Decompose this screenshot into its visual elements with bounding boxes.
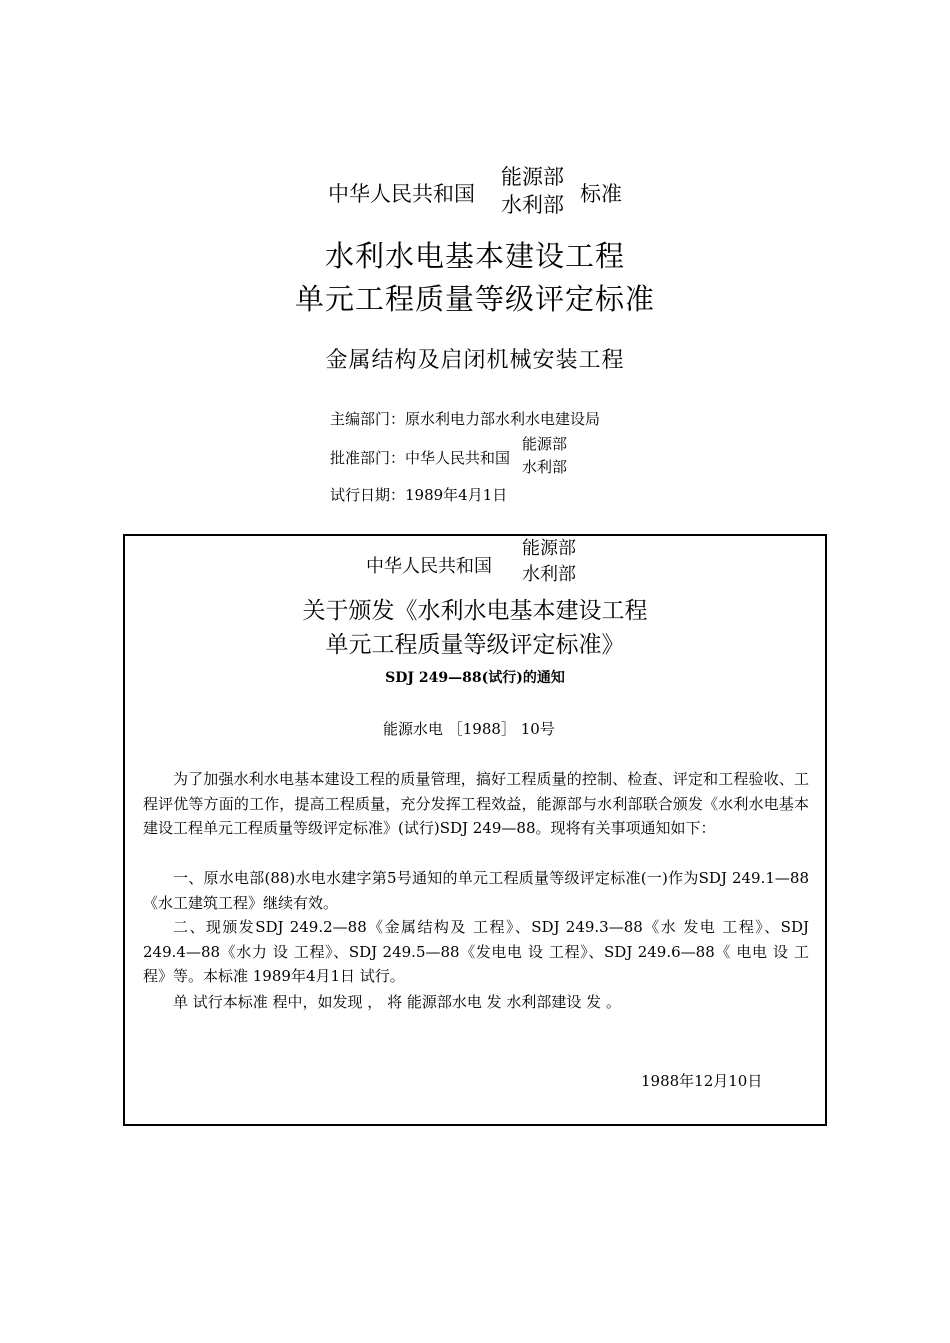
notice-title-line3: SDJ 249—88(试行)的通知 bbox=[385, 670, 565, 686]
approver-ministries bbox=[522, 433, 567, 479]
notice-date: 1988年12月10日 bbox=[641, 1072, 763, 1090]
trial-date: 试行日期：1989年4月1日 bbox=[330, 486, 508, 504]
notice-paragraph: 二、现颁发SDJ 249.2—88《金属结构及 工程》、SDJ 249.3—88《水 发电 工程》、SDJ 249.4—88《水力 设 工程》、SDJ 249.5—88《发电电 设 工程》、SDJ 249.6—88《 电电 设 工程》等。本标准 1989年4月1日 试行。 bbox=[143, 918, 809, 986]
approver-ministry-water: 水利部 bbox=[522, 458, 568, 476]
doc-number: 能源水电 ［1988］ 10号 bbox=[383, 720, 555, 738]
header-ministries bbox=[501, 163, 564, 219]
editor-dept: 主编部门：原水利电力部水利水电建设局 bbox=[330, 410, 601, 428]
main-title-line1: 水利水电基本建设工程 bbox=[324, 239, 625, 273]
notice-ministry-water: 水利部 bbox=[522, 564, 576, 585]
header-ministry-water: 水利部 bbox=[501, 193, 564, 217]
header-country: 中华人民共和国 bbox=[328, 182, 475, 206]
notice-title-line1: 关于颁发《水利水电基本建设工程 bbox=[302, 598, 648, 624]
notice-paragraph: 为了加强水利水电基本建设工程的质量管理，搞好工程质量的控制、检查、评定和工程验收、工程评优等方面的工作，提高工程质量，充分发挥工程效益，能源部与水利部联合颁发《水利水电基本建设工程单元工程质量等级评定标准》(试行)SDJ 249—88。现将有关事项通知如下： bbox=[143, 770, 809, 838]
notice-country: 中华人民共和国 bbox=[366, 556, 492, 577]
subtitle: 金属结构及启闭机械安装工程 bbox=[325, 348, 625, 373]
approver-dept: 批准部门：中华人民共和国 bbox=[330, 449, 511, 467]
main-title-line2: 单元工程质量等级评定标准 bbox=[294, 282, 655, 316]
approver-ministry-energy: 能源部 bbox=[522, 435, 568, 453]
notice-ministries bbox=[522, 536, 576, 588]
notice-paragraph: 一、原水电部(88)水电水建字第5号通知的单元工程质量等级评定标准(一)作为SDJ 249.1—88《水工建筑工程》继续有效。 bbox=[143, 869, 809, 912]
header-suffix: 标准 bbox=[580, 182, 622, 206]
notice-title-line2: 单元工程质量等级评定标准》 bbox=[325, 632, 625, 658]
header-ministry-energy: 能源部 bbox=[501, 165, 564, 189]
notice-paragraph: 单 试行本标准 程中，如发现 ， 将 能源部水电 发 水利部建设 发 。 bbox=[173, 993, 621, 1011]
notice-ministry-energy: 能源部 bbox=[522, 538, 576, 559]
